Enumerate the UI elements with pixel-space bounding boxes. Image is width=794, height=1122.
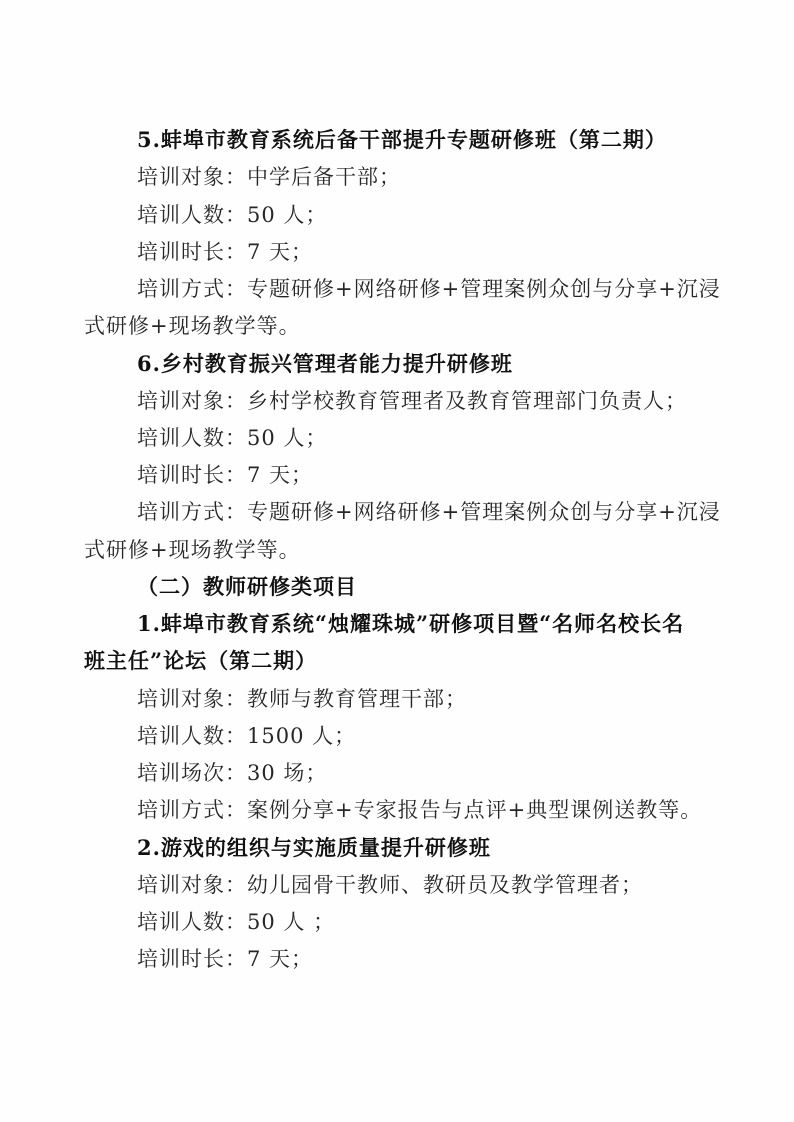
teacher-training-method-1: 培训方式：案例分享+专家报告与点评+典型课例送教等。 bbox=[137, 798, 703, 822]
teacher-training-target-2: 培训对象：幼儿园骨干教师、教研员及教学管理者； bbox=[137, 873, 643, 897]
training-duration-6: 培训时长：7 天； bbox=[137, 463, 314, 487]
training-target-6: 培训对象：乡村学校教育管理者及教育管理部门负责人； bbox=[137, 389, 687, 413]
teacher-training-target-1: 培训对象：教师与教育管理干部； bbox=[137, 687, 467, 711]
teacher-training-count-1: 培训人数：1500 人； bbox=[137, 724, 357, 748]
training-duration-5: 培训时长：7 天； bbox=[137, 240, 314, 264]
teacher-training-duration-2: 培训时长：7 天； bbox=[137, 947, 314, 971]
training-count-5: 培训人数：50 人； bbox=[137, 203, 328, 227]
teacher-training-count-2: 培训人数：50 人 ； bbox=[137, 910, 336, 934]
heading-item-6: 6.乡村教育振兴管理者能力提升研修班 bbox=[137, 351, 513, 376]
training-method-6: 培训方式：专题研修+网络研修+管理案例众创与分享+沉浸 bbox=[137, 500, 721, 524]
training-count-6: 培训人数：50 人； bbox=[137, 426, 328, 450]
heading-teacher-item-2: 2.游戏的组织与实施质量提升研修班 bbox=[137, 835, 491, 860]
teacher-training-sessions-1: 培训场次：30 场； bbox=[137, 761, 328, 785]
training-method-5-cont: 式研修+现场教学等。 bbox=[84, 314, 301, 338]
heading-item-5: 5.蚌埠市教育系统后备干部提升专题研修班（第二期） bbox=[137, 127, 667, 152]
training-method-5: 培训方式：专题研修+网络研修+管理案例众创与分享+沉浸 bbox=[137, 277, 721, 301]
training-target-5: 培训对象：中学后备干部； bbox=[137, 165, 401, 189]
heading-teacher-item-1: 1.蚌埠市教育系统“烛耀珠城”研修项目暨“名师名校长名 bbox=[137, 611, 685, 636]
heading-teacher-item-1-cont: 班主任”论坛（第二期） bbox=[84, 648, 318, 673]
training-method-6-cont: 式研修+现场教学等。 bbox=[84, 538, 301, 562]
section-heading-teacher-training: （二）教师研修类项目 bbox=[137, 574, 357, 599]
